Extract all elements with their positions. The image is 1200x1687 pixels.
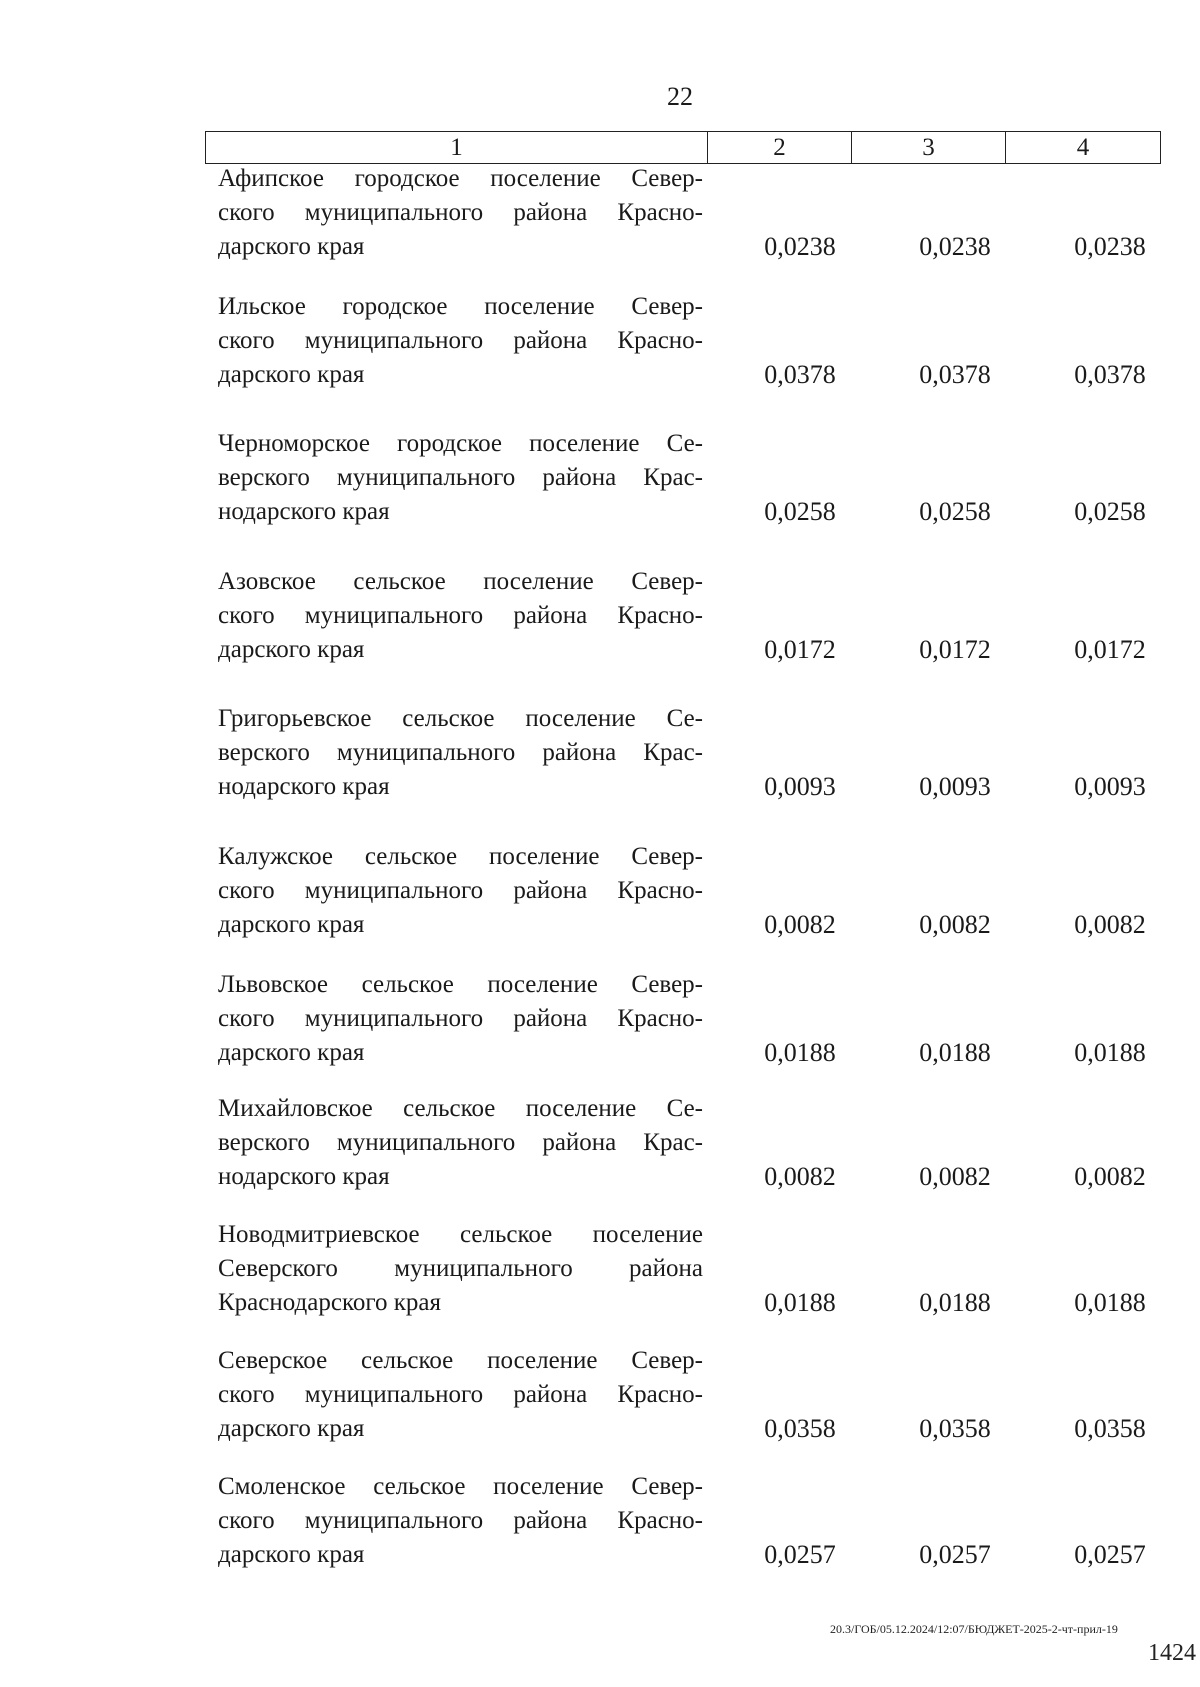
settlement-name-line: верского муниципального района Крас- [218,464,703,491]
value-col-2: 0,0378 [764,360,836,389]
settlement-name-line: дарского края [218,636,365,663]
value-col-4: 0,0188 [1074,1288,1146,1317]
settlement-name [218,1092,703,1194]
settlement-name-line: Смоленское сельское поселение Север- [218,1473,703,1500]
settlement-name-line: Михайловское сельское поселение Се- [218,1095,703,1122]
value-col-4: 0,0172 [1074,635,1146,664]
settlement-name-line: Григорьевское сельское поселение Се- [218,705,703,732]
settlement-name [218,162,703,264]
header-col-4: 4 [1076,134,1090,161]
settlement-name-line: верского муниципального района Крас- [218,739,703,766]
settlement-name [218,968,703,1070]
settlement-name-line: дарского края [218,233,365,260]
value-col-3: 0,0238 [919,232,991,261]
value-col-4: 0,0082 [1074,1162,1146,1191]
settlement-name-line: Азовское сельское поселение Север- [218,568,703,595]
settlement-name-line: ского муниципального района Красно- [218,602,703,629]
value-col-3: 0,0172 [919,635,991,664]
value-col-2: 0,0258 [764,497,836,526]
settlement-name-line: Северского муниципального района [218,1255,703,1282]
header-col-1: 1 [206,132,708,163]
value-col-2: 0,0093 [764,772,836,801]
value-col-4: 0,0358 [1074,1414,1146,1443]
value-col-4: 0,0258 [1074,497,1146,526]
settlement-name-line: ского муниципального района Красно- [218,327,703,354]
value-col-2: 0,0082 [764,910,836,939]
settlement-name-line: дарского края [218,1541,365,1568]
value-col-3: 0,0378 [919,360,991,389]
value-col-3: 0,0358 [919,1414,991,1443]
settlement-name-line: дарского края [218,911,365,938]
settlement-name-line: ского муниципального района Красно- [218,1005,703,1032]
page-number: 22 [667,82,693,111]
settlement-name-line: ского муниципального района Красно- [218,1381,703,1408]
header-col-2: 2 [708,132,852,163]
value-col-3: 0,0082 [919,910,991,939]
settlement-name-line: Черноморское городское поселение Се- [218,430,703,457]
settlement-name-line: ского муниципального района Красно- [218,1507,703,1534]
value-col-2: 0,0257 [764,1540,836,1569]
settlement-name [218,290,703,392]
settlement-name [218,565,703,667]
settlement-name-line: дарского края [218,361,365,388]
settlement-name-line: верского муниципального района Крас- [218,1129,703,1156]
value-col-4: 0,0082 [1074,910,1146,939]
settlement-name-line: ского муниципального района Красно- [218,877,703,904]
settlement-name-line: Краснодарского края [218,1289,441,1316]
value-col-3: 0,0188 [919,1038,991,1067]
value-col-2: 0,0082 [764,1162,836,1191]
value-col-4: 0,0093 [1074,772,1146,801]
settlement-name [218,1470,703,1572]
value-col-3: 0,0257 [919,1540,991,1569]
value-col-2: 0,0238 [764,232,836,261]
settlement-name-line: нодарского края [218,498,390,525]
settlement-name [218,1218,703,1320]
sheet-number: 1424 [1148,1640,1196,1666]
value-col-2: 0,0358 [764,1414,836,1443]
value-col-2: 0,0172 [764,635,836,664]
value-col-4: 0,0257 [1074,1540,1146,1569]
settlement-name-line: Ильское городское поселение Север- [218,293,703,320]
settlement-name-line: Новодмитриевское сельское поселение [218,1221,703,1248]
settlement-name [218,427,703,529]
settlement-name-line: Львовское сельское поселение Север- [218,971,703,998]
settlement-name-line: дарского края [218,1039,365,1066]
value-col-4: 0,0378 [1074,360,1146,389]
settlement-name-line: Калужское сельское поселение Север- [218,843,703,870]
settlement-name-line: дарского края [218,1415,365,1442]
value-col-4: 0,0238 [1074,232,1146,261]
value-col-3: 0,0082 [919,1162,991,1191]
value-col-3: 0,0258 [919,497,991,526]
document-code: 20.3/ГОБ/05.12.2024/12:07/БЮДЖЕТ-2025-2-чт-прил-19 [830,1622,1118,1636]
value-col-2: 0,0188 [764,1288,836,1317]
settlement-name-line: нодарского края [218,773,390,800]
settlement-name-line: Афипское городское поселение Север- [218,165,703,192]
header-col-3: 3 [852,132,1006,163]
settlement-name [218,1344,703,1446]
settlement-name [218,702,703,804]
settlement-name [218,840,703,942]
settlement-name-line: ского муниципального района Красно- [218,199,703,226]
settlement-name-line: нодарского края [218,1163,390,1190]
value-col-3: 0,0093 [919,772,991,801]
value-col-3: 0,0188 [919,1288,991,1317]
settlement-name-line: Северское сельское поселение Север- [218,1347,703,1374]
value-col-4: 0,0188 [1074,1038,1146,1067]
value-col-2: 0,0188 [764,1038,836,1067]
